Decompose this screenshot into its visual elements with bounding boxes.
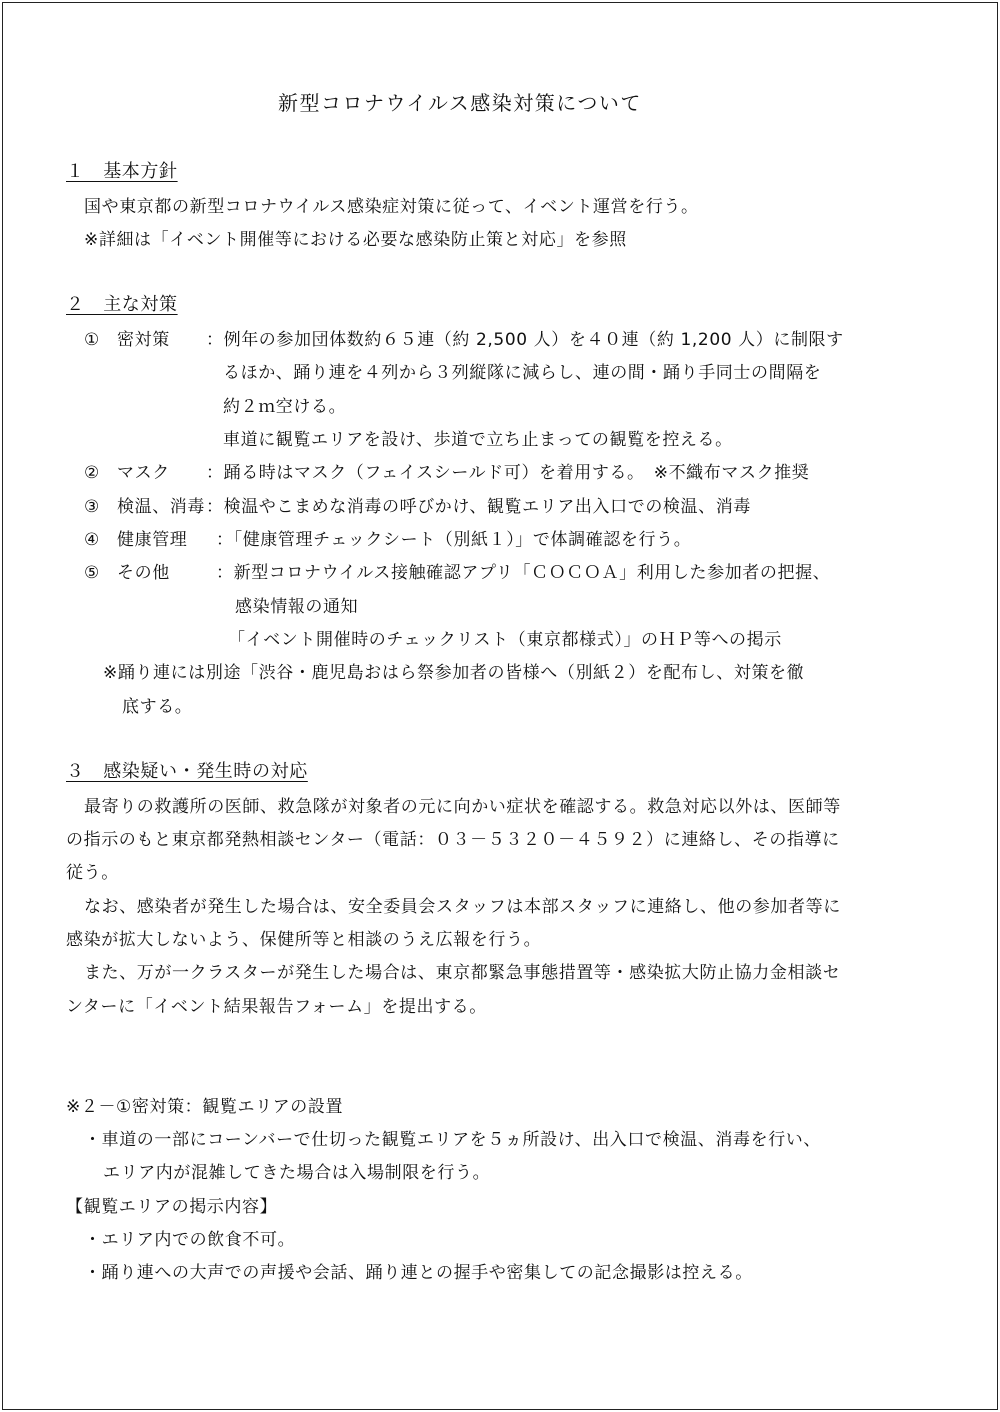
section2-heading: ２ 主な対策 <box>66 294 178 315</box>
section3-line: 感染が拡大しないよう、保健所等と相談のうえ広報を行う。 <box>66 930 542 950</box>
item-label: 健康管理 <box>117 530 188 550</box>
section3-line: の指示のもと東京都発熱相談センター（電話：０３－５３２０－４５９２）に連絡し、その指導に <box>66 830 840 850</box>
section1-line: ※詳細は「イベント開催等における必要な感染防止策と対応」を参照 <box>84 230 627 250</box>
item-text: 約２ｍ空ける。 <box>223 397 347 417</box>
document-title: 新型コロナウイルス感染対策について <box>278 91 642 115</box>
section1-heading: １ 基本方針 <box>66 161 178 182</box>
section2-note: ※踊り連には別途「渋谷・鹿児島おはら祭参加者の皆様へ（別紙２）を配布し、対策を徹 <box>103 663 805 683</box>
appendix-heading: ※２－①密対策：観覧エリアの設置 <box>66 1097 344 1117</box>
item-label: 密対策 <box>117 330 170 350</box>
item-text: ：新型コロナウイルス接触確認アプリ「ＣＯＣＯＡ」利用した参加者の把握、 <box>216 563 831 583</box>
section3-line: ンターに「イベント結果報告フォーム」を提出する。 <box>66 997 487 1017</box>
section3-line: 従う。 <box>66 863 119 883</box>
item-number: ③ <box>84 497 100 517</box>
section1-line: 国や東京都の新型コロナウイルス感染症対策に従って、イベント運営を行う。 <box>84 197 699 217</box>
item-number: ① <box>84 330 100 350</box>
appendix-line: エリア内が混雑してきた場合は入場制限を行う。 <box>103 1163 491 1183</box>
item-number: ② <box>84 463 100 483</box>
item-text: ：「健康管理チェックシート（別紙１）」で体調確認を行う。 <box>216 530 692 550</box>
item-text: ：踊る時はマスク（フェイスシールド可）を着用する。 ※不織布マスク推奨 <box>206 463 810 483</box>
item-label: その他 <box>117 563 170 583</box>
item-number: ⑤ <box>84 563 100 583</box>
item-label: マスク <box>117 463 170 483</box>
appendix-line: ・車道の一部にコーンバーで仕切った観覧エリアを５ヵ所設け、出入口で検温、消毒を行い、 <box>84 1130 821 1150</box>
item-text: 「イベント開催時のチェックリスト（東京都様式）」のＨＰ等への掲示 <box>228 630 782 650</box>
appendix-bullet: ・エリア内での飲食不可。 <box>84 1230 296 1250</box>
item-text: ：検温やこまめな消毒の呼びかけ、観覧エリア出入口での検温、消毒 <box>206 497 751 517</box>
section3-line: なお、感染者が発生した場合は、安全委員会スタッフは本部スタッフに連絡し、他の参加者等に <box>84 897 841 917</box>
appendix-bullet: ・踊り連への大声での声援や会話、踊り連との握手や密集しての記念撮影は控える。 <box>84 1263 753 1283</box>
section3-heading: ３ 感染疑い・発生時の対応 <box>66 761 308 782</box>
item-label: 検温、消毒 <box>117 497 205 517</box>
section3-line: また、万が一クラスターが発生した場合は、東京都緊急事態措置等・感染拡大防止協力金相談セ <box>84 963 841 983</box>
item-text: ：例年の参加団体数約６５連（約 2,500 人）を４０連（約 1,200 人）に制限す <box>206 330 844 350</box>
item-text: るほか、踊り連を４列から３列縦隊に減らし、連の間・踊り手同士の間隔を <box>223 363 822 383</box>
item-number: ④ <box>84 530 100 550</box>
section2-note: 底する。 <box>122 697 193 717</box>
item-text: 車道に観覧エリアを設け、歩道で立ち止まっての観覧を控える。 <box>223 430 733 450</box>
section3-line: 最寄りの救護所の医師、救急隊が対象者の元に向かい症状を確認する。救急対応以外は、医師等 <box>84 797 841 817</box>
appendix-subheading: 【観覧エリアの掲示内容】 <box>66 1197 278 1217</box>
item-text: 感染情報の通知 <box>235 597 359 617</box>
